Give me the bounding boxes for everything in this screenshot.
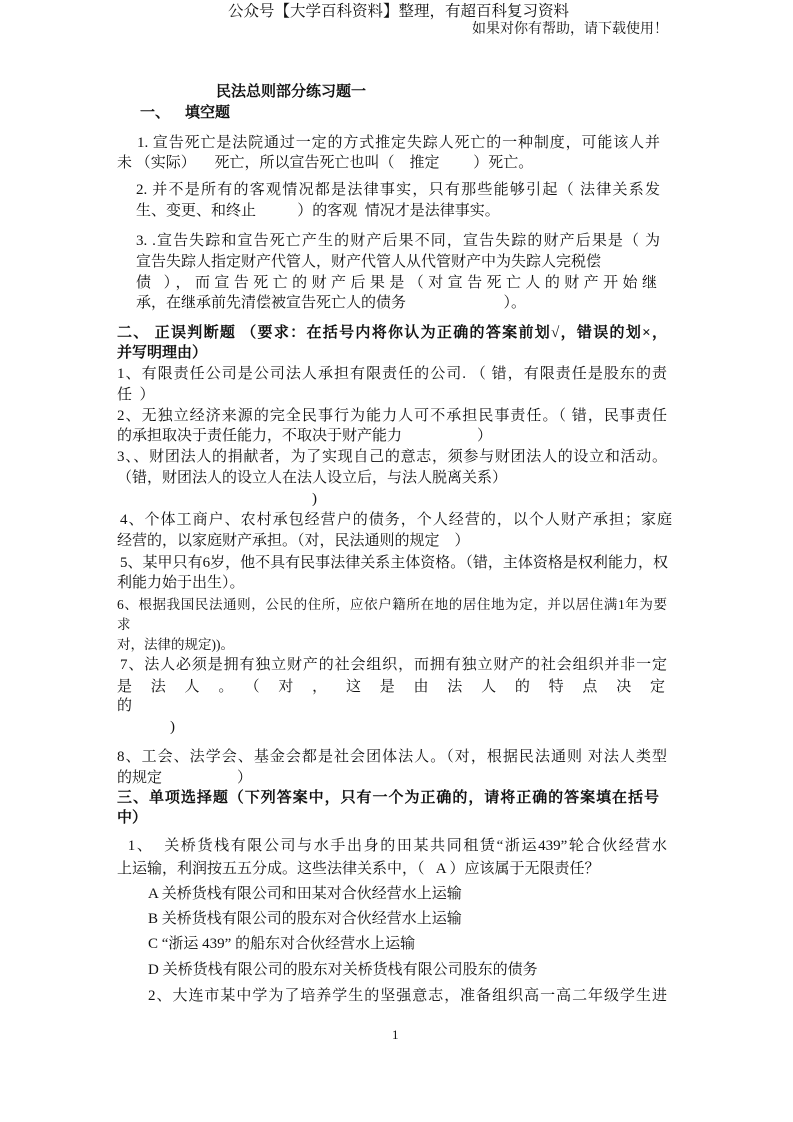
s2-line: 是法人。（对，这是由法人的特点决定 (117, 679, 667, 695)
s2-line: 经营的，以家庭财产承担。（对，民法通则的规定 ） (117, 533, 470, 549)
section-3-heading-cont: 中） (117, 810, 148, 826)
s2-line: （错，财团法人的设立人在法人设立后，与法人脱离关系） (117, 470, 508, 486)
s1-line: 债 ），而宣告死亡的财产后果是（对宣告死亡人的财产开始继 (136, 275, 657, 291)
s1-line: 生、变更、和终止 ）的客观 情况才是法律事实。 (136, 203, 500, 219)
page-number: 1 (392, 1027, 399, 1042)
s2-line: 任 ） (117, 387, 155, 403)
option-d: D 关桥货栈有限公司的股东对关桥货栈有限公司股东的债务 (148, 962, 538, 978)
header-line-1: 公众号【大学百科资料】整理，有超百科复习资料 (228, 3, 570, 20)
s1-line: 2. 并不是所有的客观情况都是法律事实，只有那些能够引起（ 法律关系发 (136, 182, 660, 198)
s2-line: 4、个体工商户、农村承包经营户的债务，个人经营的，以个人财产承担；家庭 (120, 512, 672, 528)
s2-line: ) (170, 719, 175, 735)
s1-line: 3. .宣告失踪和宣告死亡产生的财产后果不同，宣告失踪的财产后果是（ 为 (136, 233, 660, 249)
s2-line: 的承担取决于责任能力，不取决于财产能力 ） (117, 428, 493, 444)
section-2-heading: 二、 正误判断题 （要求：在括号内将你认为正确的答案前划√，错误的划×， (117, 325, 667, 341)
s1-line: 1. 宣告死亡是法院通过一定的方式推定失踪人死亡的一种制度，可能该人并 (137, 135, 660, 151)
s2-line: 求 (117, 617, 131, 632)
s2-line: ) (312, 491, 317, 507)
s2-line: 的 (117, 698, 133, 714)
s2-line: 5、某甲只有6岁，他不具有民事法律关系主体资格。（错，主体资格是权利能力，权 (120, 555, 668, 571)
option-c: C “浙运 439” 的船东对合伙经营水上运输 (148, 936, 416, 952)
page-title: 民法总则部分练习题一 (216, 84, 367, 100)
s2-line: 6、根据我国民法通则，公民的住所，应依户籍所在地的居住地为定，并以居住满1年为要 (117, 597, 667, 612)
section-2-heading-cont: 并写明理由） (117, 345, 208, 361)
question-1-line: 上运输，利润按五五分成。这些法律关系中，（ A ）应该属于无限责任？ (117, 861, 600, 877)
s1-line: 承，在继承前先清偿被宣告死亡人的债务 ）。 (136, 295, 527, 311)
section-3-heading: 三、单项选择题（下列答案中，只有一个为正确的，请将正确的答案填在括号 (117, 790, 659, 806)
s2-line: 1、有限责任公司是公司法人承担有限责任的公司. （ 错，有限责任是股东的责 (117, 366, 667, 382)
s2-line: 8、工会、法学会、基金会都是社会团体法人。（对，根据民法通则 对法人类型 (117, 749, 667, 765)
s1-line: 未 （实际） 死亡，所以宣告死亡也叫（ 推定 ）死亡。 (117, 155, 534, 171)
section-1-heading: 一、 填空题 (140, 105, 231, 121)
option-a: A 关桥货栈有限公司和田某对合伙经营水上运输 (148, 886, 462, 902)
s2-line: 2、无独立经济来源的完全民事行为能力人可不承担民事责任。（ 错，民事责任 (117, 408, 667, 424)
s2-line: 3、、财团法人的捐献者，为了实现自己的意志，须参与财团法人的设立和活动。 (117, 449, 667, 465)
s2-line: 的规定 ） (117, 770, 253, 786)
option-b: B 关桥货栈有限公司的股东对合伙经营水上运输 (148, 911, 462, 927)
s2-line: 7、法人必须是拥有独立财产的社会组织，而拥有独立财产的社会组织并非一定 (120, 657, 667, 673)
s2-line: 对，法律的规定))。 (117, 637, 234, 652)
s1-line: 宣告失踪人指定财产代管人，财产代管人从代管财产中为失踪人完税偿 (136, 254, 602, 270)
question-1-line: 1、 关桥货栈有限公司与水手出身的田某共同租赁“浙运439”轮合伙经营水 (117, 838, 667, 854)
question-2-line: 2、大连市某中学为了培养学生的坚强意志，准备组织高一高二年级学生进 (148, 988, 667, 1004)
header-line-2: 如果对你有帮助，请下载使用！ (472, 22, 668, 37)
s2-line: 利能力始于出生）。 (117, 575, 245, 591)
